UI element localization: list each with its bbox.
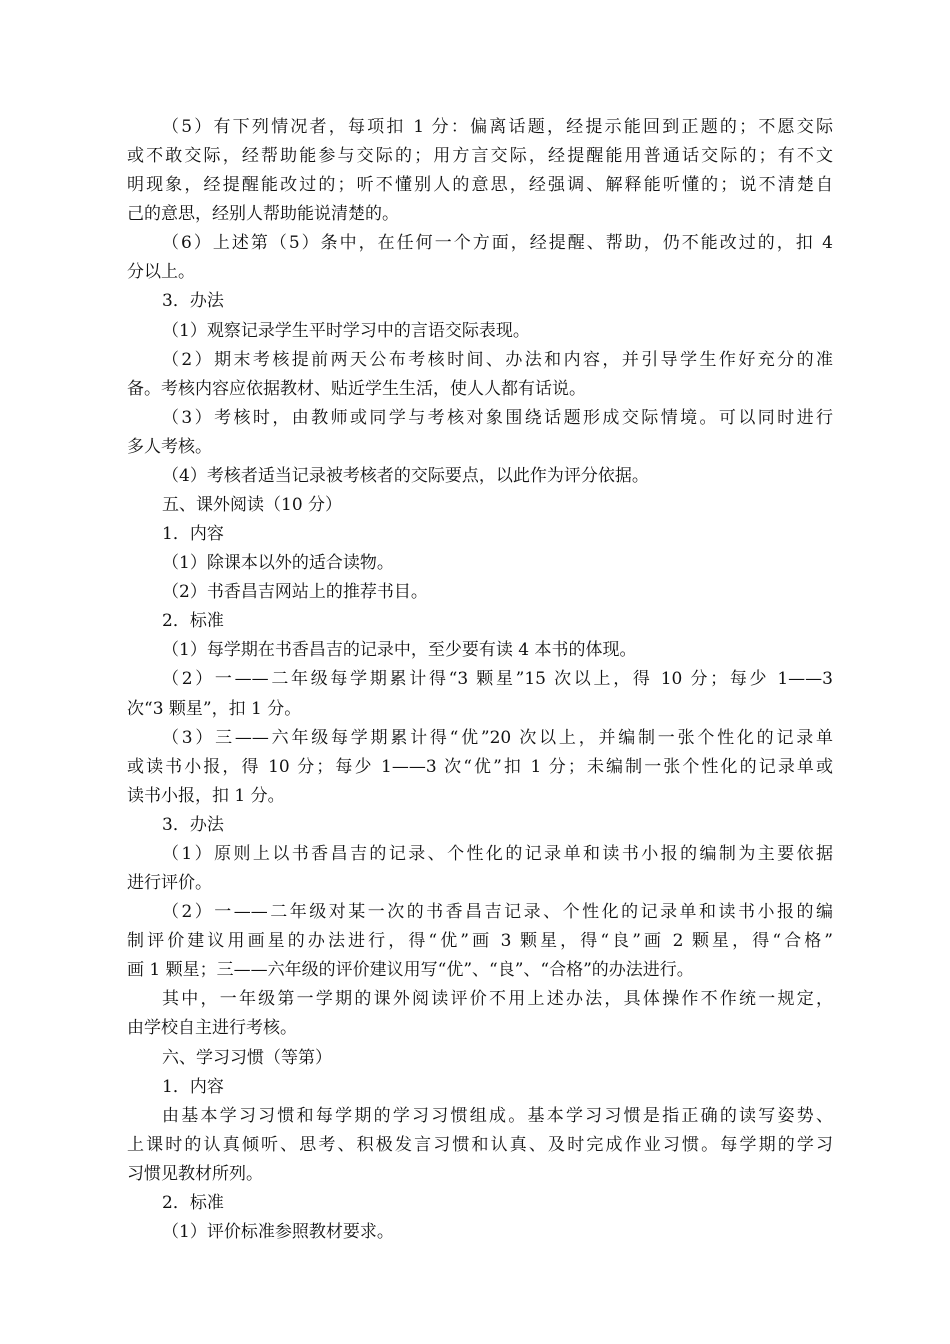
section-heading: 3．办法 — [162, 814, 224, 835]
paragraph-line: （4）考核者适当记录被考核者的交际要点，以此作为评分依据。 — [162, 465, 649, 486]
paragraph-line: （2）一——二年级每学期累计得“3 颗星”15 次以上，得 10 分；每少 1——3 — [162, 669, 833, 690]
paragraph-line: （1）原则上以书香昌吉的记录、个性化的记录单和读书小报的编制为主要依据 — [162, 843, 833, 864]
paragraph-line: （1）观察记录学生平时学习中的言语交际表现。 — [162, 320, 530, 341]
paragraph-line: 进行评价。 — [127, 873, 212, 894]
paragraph-line: 上课时的认真倾听、思考、积极发言习惯和认真、及时完成作业习惯。每学期的学习 — [127, 1134, 833, 1155]
paragraph-line: 其中，一年级第一学期的课外阅读评价不用上述办法，具体操作不作统一规定， — [162, 989, 833, 1010]
paragraph-line: 多人考核。 — [127, 436, 212, 457]
paragraph-line: （3）三——六年级每学期累计得“优”20 次以上，并编制一张个性化的记录单 — [162, 727, 833, 748]
paragraph-line: 分以上。 — [127, 262, 195, 283]
chapter-heading: 六、学习习惯（等第） — [162, 1047, 332, 1068]
section-heading: 1．内容 — [162, 1076, 224, 1097]
paragraph-line: 制评价建议用画星的办法进行，得“优”画 3 颗星，得“良”画 2 颗星，得“合格” — [127, 931, 833, 952]
paragraph-line: 或读书小报，得 10 分；每少 1——3 次“优”扣 1 分；未编制一张个性化的记录单或 — [127, 756, 833, 777]
paragraph-line: 习惯见教材所列。 — [127, 1163, 263, 1184]
paragraph-line: （2）一——二年级对某一次的书香昌吉记录、个性化的记录单和读书小报的编 — [162, 902, 833, 923]
paragraph-line: 由基本学习习惯和每学期的学习习惯组成。基本学习习惯是指正确的读写姿势、 — [162, 1105, 833, 1126]
paragraph-line: 读书小报，扣 1 分。 — [127, 785, 285, 806]
paragraph-line: 由学校自主进行考核。 — [127, 1018, 297, 1039]
section-heading: 1．内容 — [162, 524, 224, 545]
section-heading: 2．标准 — [162, 611, 224, 632]
paragraph-line: 次“3 颗星”，扣 1 分。 — [127, 698, 302, 719]
paragraph-line: （1）除课本以外的适合读物。 — [162, 553, 394, 574]
paragraph-line: （1）每学期在书香昌吉的记录中，至少要有读 4 本书的体现。 — [162, 640, 637, 661]
paragraph-line: （2）书香昌吉网站上的推荐书目。 — [162, 582, 428, 603]
paragraph-line: 画 1 颗星；三——六年级的评价建议用写“优”、“良”、“合格”的办法进行。 — [127, 960, 694, 981]
document-body — [127, 113, 833, 1247]
paragraph-line: 明现象，经提醒能改过的；听不懂别人的意思，经强调、解释能听懂的；说不清楚自 — [127, 175, 833, 196]
paragraph-line: （5）有下列情况者，每项扣 1 分：偏离话题，经提示能回到正题的；不愿交际 — [162, 117, 833, 137]
paragraph-line: （1）评价标准参照教材要求。 — [162, 1221, 394, 1242]
paragraph-line: （3）考核时，由教师或同学与考核对象围绕话题形成交际情境。可以同时进行 — [162, 407, 833, 428]
paragraph-line: （6）上述第（5）条中，在任何一个方面，经提醒、帮助，仍不能改过的，扣 4 — [162, 233, 833, 254]
paragraph-line: （2）期末考核提前两天公布考核时间、办法和内容，并引导学生作好充分的准 — [162, 349, 833, 370]
section-heading: 2．标准 — [162, 1192, 224, 1213]
chapter-heading: 五、课外阅读（10 分） — [162, 495, 343, 516]
section-heading: 3．办法 — [162, 291, 224, 312]
paragraph-line: 己的意思，经别人帮助能说清楚的。 — [127, 204, 399, 225]
paragraph-line: 或不敢交际，经帮助能参与交际的；用方言交际，经提醒能用普通话交际的；有不文 — [127, 146, 833, 167]
paragraph-line: 备。考核内容应依据教材、贴近学生生活，使人人都有话说。 — [127, 378, 586, 399]
